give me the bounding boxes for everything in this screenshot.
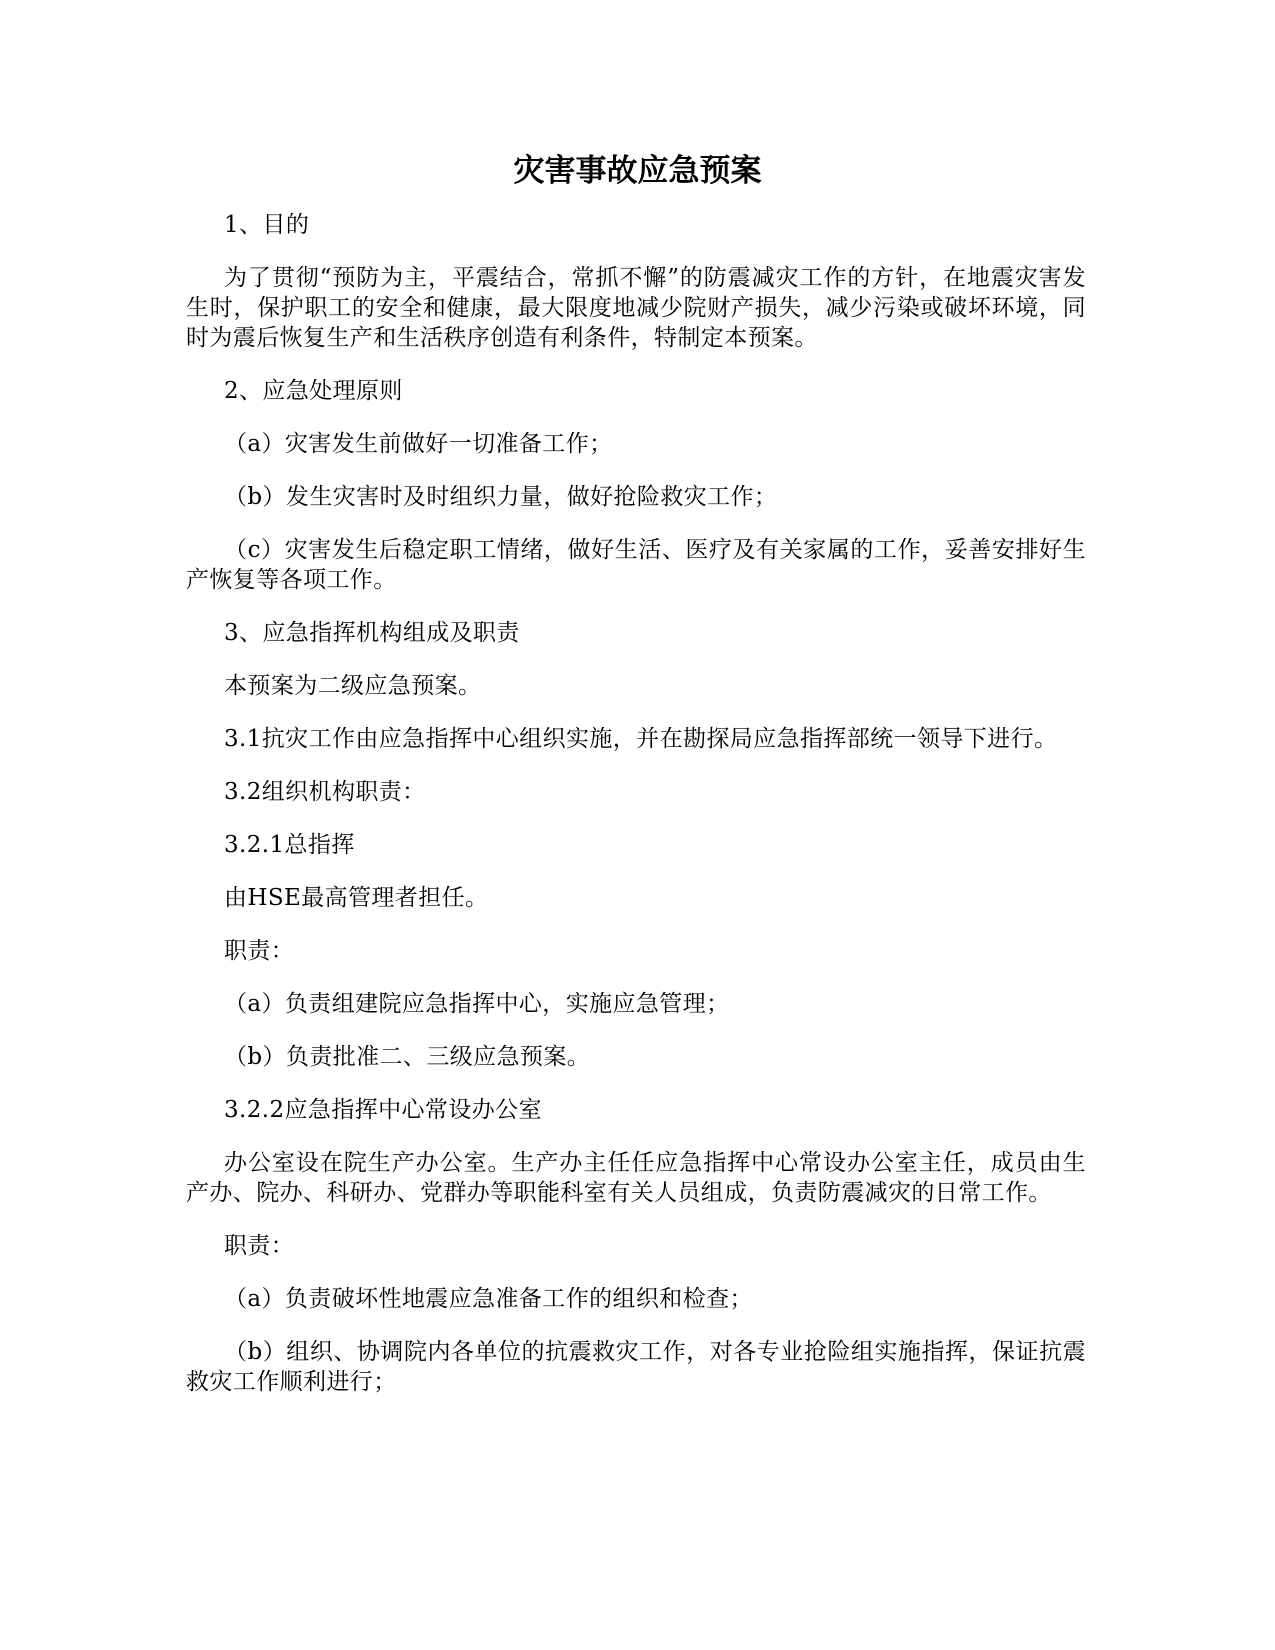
label-duties-1: 职责： — [224, 938, 295, 964]
principle-item-c: （c）灾害发生后稳定职工情绪，做好生活、医疗及有关家属的工作，妥善安排好生产恢复等各项工作。 — [186, 537, 1086, 593]
paragraph-office: 办公室设在院生产办公室。生产办主任任应急指挥中心常设办公室主任，成员由生产办、院办、科研办、党群办等职能科室有关人员组成，负责防震减灾的日常工作。 — [186, 1150, 1086, 1206]
principle-item-a: （a）灾害发生前做好一切准备工作； — [224, 431, 613, 457]
subheading-3-2-1: 3.2.1总指挥 — [224, 832, 355, 858]
paragraph-3-1: 3.1抗灾工作由应急指挥中心组织实施，并在勘探局应急指挥部统一领导下进行。 — [224, 726, 1058, 752]
section-heading-principles: 2、应急处理原则 — [224, 378, 403, 404]
commander-duty-b: （b）负责批准二、三级应急预案。 — [224, 1044, 591, 1070]
commander-duty-a: （a）负责组建院应急指挥中心，实施应急管理； — [224, 991, 730, 1017]
office-duty-a: （a）负责破坏性地震应急准备工作的组织和检查； — [224, 1286, 753, 1312]
label-duties-2: 职责： — [224, 1233, 295, 1259]
paragraph-plan-level: 本预案为二级应急预案。 — [224, 673, 482, 699]
paragraph-purpose: 为了贯彻“预防为主，平震结合，常抓不懈”的防震减灾工作的方针，在地震灾害发生时，保护职工的安全和健康，最大限度地减少院财产损失，减少污染或破坏环境，同时为震后恢复生产和生活秩序创造有利条件，特制定本预案。 — [186, 265, 1086, 351]
subheading-3-2: 3.2组织机构职责： — [224, 779, 426, 805]
document-title: 灾害事故应急预案 — [513, 153, 762, 189]
document-body — [186, 210, 1086, 1420]
section-heading-organization: 3、应急指挥机构组成及职责 — [224, 620, 520, 646]
office-duty-b: （b）组织、协调院内各单位的抗震救灾工作，对各专业抢险组实施指挥，保证抗震救灾工作顺利进行； — [186, 1339, 1086, 1395]
subheading-3-2-2: 3.2.2应急指挥中心常设办公室 — [224, 1097, 542, 1123]
principle-item-b: （b）发生灾害时及时组织力量，做好抢险救灾工作； — [224, 484, 778, 510]
section-heading-purpose: 1、目的 — [224, 212, 310, 238]
paragraph-commander: 由HSE最高管理者担任。 — [224, 885, 489, 911]
